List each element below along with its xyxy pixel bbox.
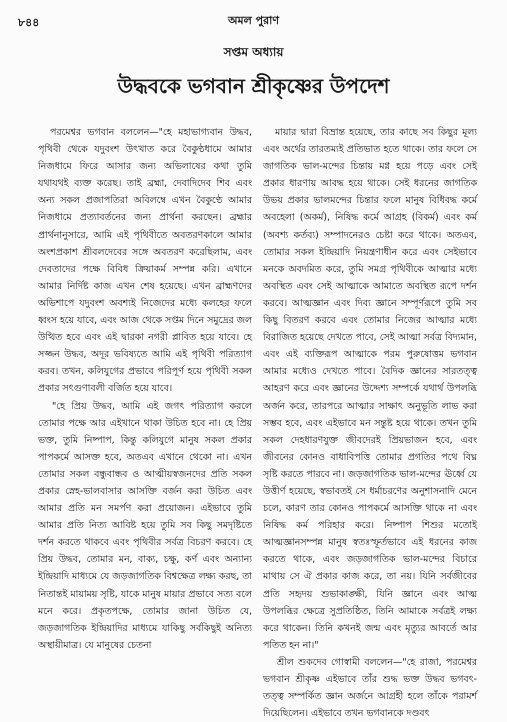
right-column	[263, 124, 477, 722]
page-number: ৮৪৪	[18, 16, 40, 29]
paragraph: পরমেশ্বর ভগবান বললেন—"হে মহাভাগ্যবান উদ্ধব, পৃথিবী থেকে যদুবংশ উৎখাত করে বৈকুণ্ঠধামে আমার নিজধামে ফিরে আসার জন্য অভিলাষের কথা তুমি যথাযথই ব্যক্ত করেছ। তাই ব্রহ্মা, দেবাদিদেব শিব এবং অন্য সকল প্রজাপতিরা অবিলম্বে এখন বৈকুণ্ঠে আমার নিজধামে প্রত্যাবর্তনের জন্য প্রার্থনা করছেন। ব্রহ্মার প্রার্থনানুসারে, আমি এই পৃথিবীতে অবতরণকালে আমার অংশপ্রকাশ শ্রীবলদেবের সঙ্গে অবতরণ করেছিলাম, এবং দেবতাদের পক্ষে বিবিধ ক্রিয়াকর্ম সম্পন্ন করি। এখানে আমার নির্দিষ্ট কাজ এখন শেষ হয়েছে। এখন ব্রাহ্মণদের অভিশাপে যদুবংশ অবশ্যই নিজেদের মধ্যে কলহের ফলে ধ্বংস হয়ে যাবে, এবং আজ থেকে সপ্তম দিনে সমুদ্রের জল উত্থিত হবে এবং এই দ্বারকা নগরী প্লাবিত হয়ে যাবে। হে সজ্জন উদ্ধব, অদূর ভবিষ্যতে আমি এই পৃথিবী পরিত্যাগ করব। তখন, কলিযুগের প্রভাবে পরিপূর্ণ হয়ে পৃথিবী সকল প্রকার সৎগুণাবলী বর্জিত হয়ে যাবে।	[38, 127, 252, 395]
left-column	[38, 124, 252, 654]
paragraph: শ্রীল শুকদেব গোস্বামী বললেন—"হে রাজা, পরমেশ্বর ভগবান শ্রীকৃষ্ণ এইভাবে তাঁর শুদ্ধ ভক্ত উদ্ধব ভগবৎ-তত্ত্ব সম্পর্কিত জ্ঞান অর্জনে আগ্রহী হলে তাঁকে পরামর্শ দিয়েছিলেন। এইভাবে তখন ভগবানকে দণ্ডবৎ	[263, 656, 477, 720]
chapter-title: উদ্ধবকে ভগবান শ্রীকৃষ্ণের উপদেশ	[117, 74, 390, 98]
paragraph: "হে প্রিয় উদ্ধব, আমি এই জগৎ পরিত্যাগ করলে তোমার পক্ষে আর এইখানে থাকা উচিত হবে না। হে প্রিয় ভক্ত, তুমি নিষ্পাপ, কিন্তু কলিযুগে মানুষ সকল প্রকার পাপকর্মে আসক্ত হবে, অতএব এখানে থেকো না। এখন তোমার সকল বন্ধুবান্ধব ও আত্মীয়স্বজনদের প্রতি সকল প্রকার স্নেহ-ভালবাসার আসক্তি বর্জন করা উচিত এবং আমার প্রতি মন সমর্পণ করা প্রয়োজন। এইভাবে তুমি আমার প্রতি নিত্য আবিষ্ট হয়ে তুমি সব কিছু সমদৃষ্টিতে দর্শন করতে থাকবে এবং পৃথিবীর সর্বত্র বিচরণ করবে। হে প্রিয় উদ্ধব, তোমার মন, বাক্য, চক্ষু, কর্ণ এবং অন্যান্য ইন্দ্রিয়াদি মাধ্যমে যে জড়জাগতিক বিশ্বক্ষেত্র লক্ষ্য করছ, তা নিতান্তই মায়াময় সৃষ্টি, যাকে মানুষ মায়ার প্রভাবে সত্য বলে মনে করে। প্রকৃতপক্ষে, তোমার জানা উচিত যে, জড়জাগতিক ইন্দ্রিয়াদির মাধ্যমে যাকিছু সর্বকিছুই অনিত্য অস্থায়ীমাত্র। যে মানুষের চেতনা	[38, 400, 252, 651]
chapter-number: সপ্তম অধ্যায়	[223, 45, 284, 59]
running-title: অমল পুরাণ	[227, 14, 280, 27]
paragraph: মায়ার দ্বারা বিভ্রান্ত হয়েছে, তার কাছে সব কিছুর মূল্য এবং অর্থের তারতম্যই প্রতিভাত হতে থাকে। তার ফলে সে জাগতিক ভাল-মন্দের চিন্তায় মগ্ন হয়ে পড়ে এবং সেই প্রকার ধারণায় আবদ্ধ হয়ে থাকে। সেই ধরনের জাগতিক উভয় প্রকার ভালমন্দের চিন্তার ফলে মানুষ বিধিবদ্ধ কর্মে অবহেলা (অকর্ম), নিষিদ্ধ কর্মে আগ্রহ (বিকর্ম) এবং কর্ম (অবশ্য কর্তব্য) সম্পাদনেরও চেষ্টা করে থাকে। অতএব, তোমার সকল ইন্দ্রিয়াদি নিয়ন্ত্রণাধীন করে এবং সেইভাবে মনকে অবদমিত করে, তুমি সমগ্র পৃথিবীকে আত্মার মধ্যে অবস্থিত এবং সেই আত্মাকে আমাতে অবস্থিত রূপে দর্শন করবে। আত্মজ্ঞান এবং দিব্য জ্ঞানে সম্পূর্ণরূপে তুমি সব কিছু বিতরণ করবে এবং তোমার নিজের আত্মার মধ্যে বিরাজিত হয়েছে দেখতে পাবে, সেই আত্মা সর্বত্র বিদ্যমান, এবং এই ব্যক্তিরূপ আত্মাকে পরম পুরুষোত্তম ভগবান আমার মধ্যেও দেখতে পাবে। বৈদিক জ্ঞানের সারতত্ত্ব আহরণ করে এবং জ্ঞানের উদ্দেশ্য সম্পর্কে যথার্থ উপলব্ধি অর্জন করে, তারপরে আত্মার সাক্ষাৎ অনুভূতি লাভ করা সম্ভব হবে, এবং এইভাবে মন সন্তুষ্ট হয়ে থাকে। তখন তুমি সকল দেহধারণযুক্ত জীবদেরই প্রিয়ভাজন হবে, এবং জীবনের কোনও বাধাবিপত্তি তোমার প্রগতির পথে বিঘ্ন সৃষ্টি করতে পারবে না। জড়জাগতিক ভাল-মন্দের ঊর্ধ্বে যে উত্তীর্ণ হয়েছে, স্বভাবতই সে ধর্মাচরণের অনুশাসনাদি মেনে চলে, কারণ তার কোনও পাপকর্মে আসক্তি থাকে না এবং নিষিদ্ধ কর্ম পরিহার করে। নিষ্পাপ শিশুর মতোই আত্মজ্ঞানসম্পন্ন মানুষ স্বতঃস্ফূর্তভাবে এই ধরনের কাজ করতে থাকে, এবং জড়জাগতিক ভাল-মন্দের বিচারে মাথায় সে ঐ প্রকার কাজ করে, তা নয়। যিনি সর্বজীবের প্রতি সহৃদয় শুভাকাঙ্ক্ষী, যিনি জ্ঞানে এবং আত্ম উপলব্ধির ক্ষেত্রে সুপ্রতিষ্ঠিত, তিনি আমাকে সর্বত্রই লক্ষ্য করে থাকেন। তিনি কখনই জন্ম এবং মৃত্যুর আবর্তে আর পতিত হন না।"	[263, 127, 477, 651]
